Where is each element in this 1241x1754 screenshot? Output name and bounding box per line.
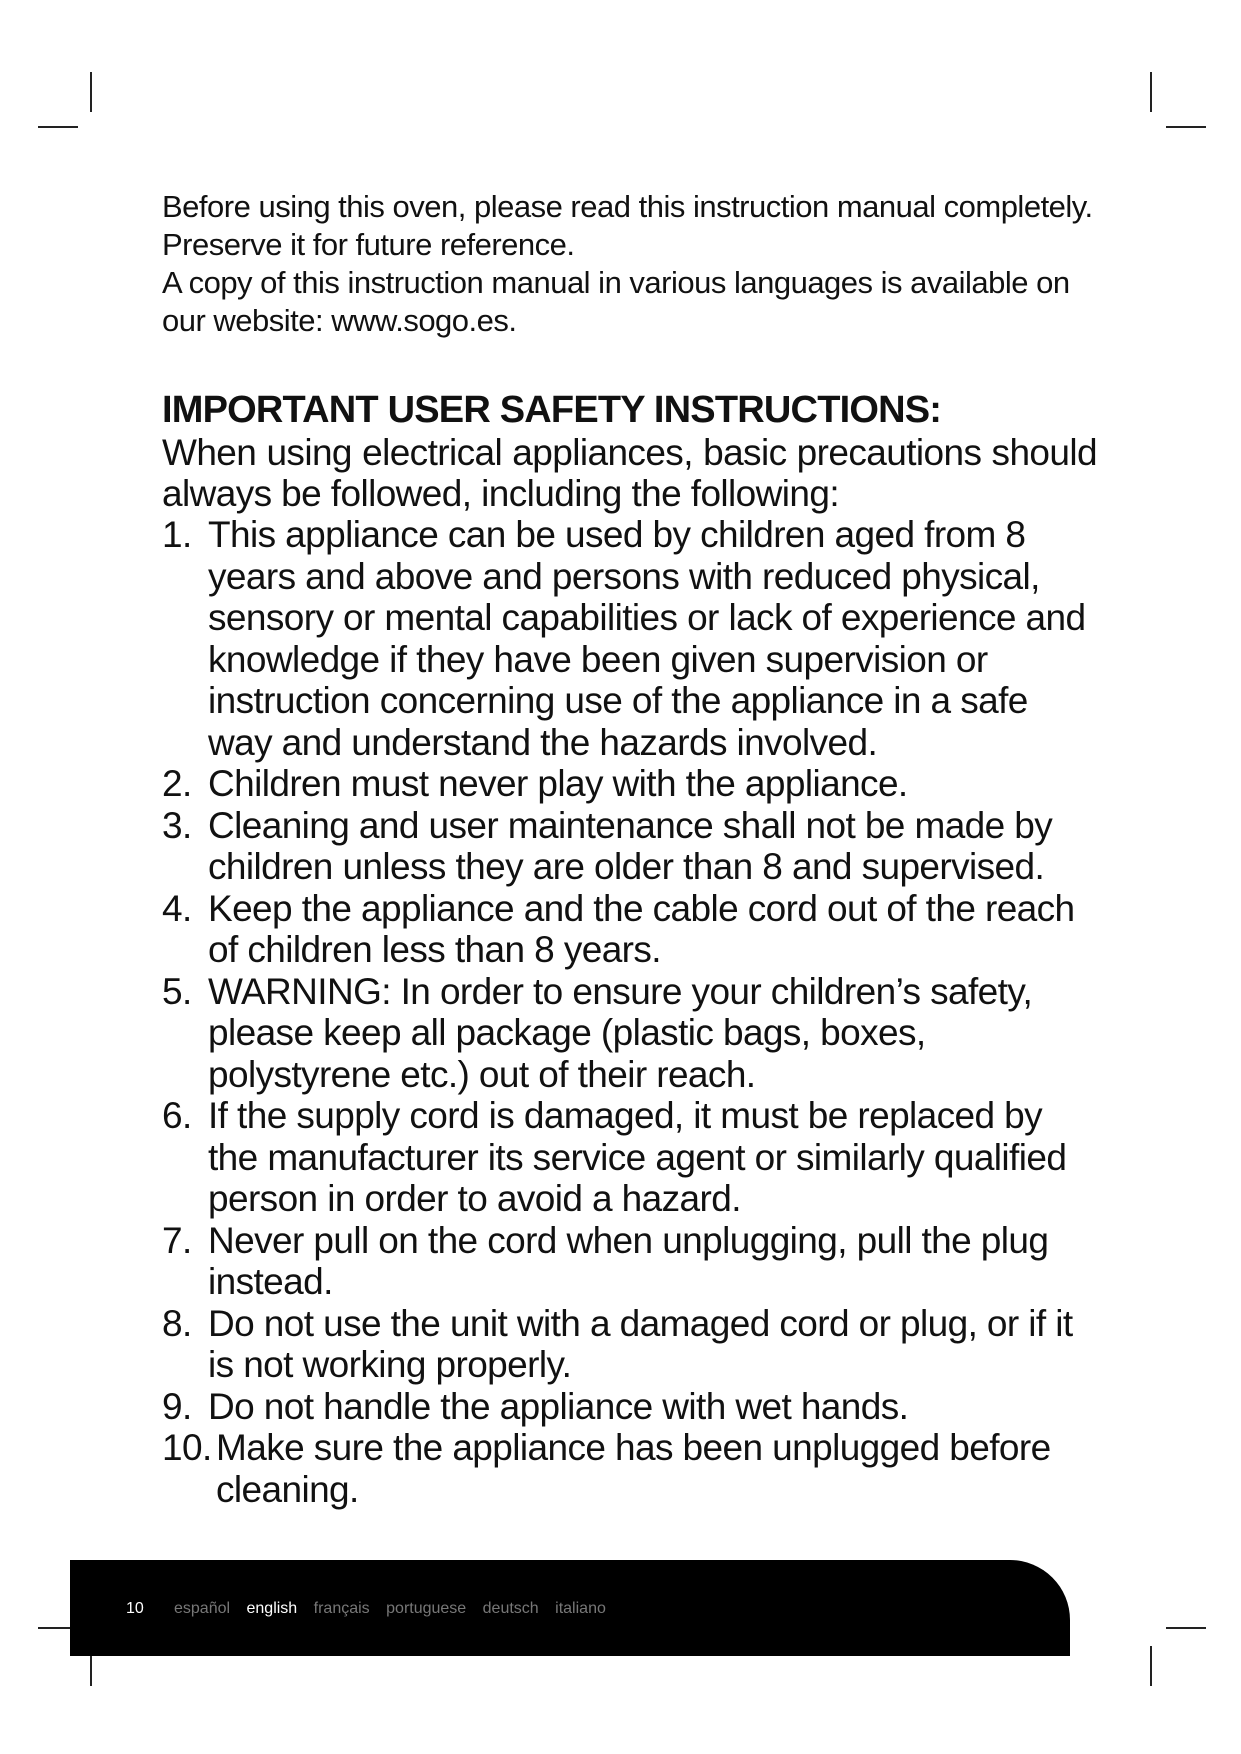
intro-website: A copy of this instruction manual in various languages is available on our website: www.sogo.es.	[162, 265, 1070, 338]
crop-mark-top-left-vertical	[90, 72, 92, 112]
crop-mark-top-right-horizontal	[1166, 126, 1206, 128]
list-item-text: Children must never play with the appliance.	[208, 763, 908, 804]
list-item	[162, 1427, 1097, 1510]
list-item-number: 9.	[162, 1385, 192, 1427]
list-item	[162, 1220, 1097, 1303]
list-item-number: 7.	[162, 1219, 192, 1261]
list-item-text: Never pull on the cord when unplugging, pull the plug instead.	[208, 1219, 1049, 1302]
safety-lead: When using electrical appliances, basic precautions should always be followed, including the following:	[162, 432, 1097, 514]
intro-block	[162, 188, 1097, 340]
safety-heading: IMPORTANT USER SAFETY INSTRUCTIONS:	[162, 389, 942, 431]
language-list	[174, 1600, 618, 1618]
crop-mark-top-left-horizontal	[38, 126, 78, 128]
list-item	[162, 971, 1097, 1096]
list-item-number: 5.	[162, 970, 192, 1012]
list-item	[162, 1386, 1097, 1428]
list-item	[162, 514, 1097, 763]
crop-mark-bottom-right-vertical	[1150, 1646, 1152, 1686]
list-item-number: 3.	[162, 804, 192, 846]
safety-list	[162, 514, 1097, 1510]
crop-mark-bottom-right-horizontal	[1166, 1627, 1206, 1629]
list-item-text: This appliance can be used by children aged from 8 years and above and persons with reduced physical, sensory or mental capabilities or lack of experience and knowledge if they have been given supervision or instruction concerning use of the appliance in a safe way and understand the hazards involved.	[208, 514, 1086, 763]
intro-preserve: Preserve it for future reference.	[162, 227, 575, 262]
language-deutsch[interactable]: deutsch	[482, 1600, 539, 1617]
list-item	[162, 888, 1097, 971]
intro-read-manual: Before using this oven, please read this instruction manual completely.	[162, 189, 1093, 224]
list-item-number: 6.	[162, 1095, 192, 1136]
list-item-number: 1.	[162, 514, 192, 555]
list-item-number: 2.	[162, 763, 192, 804]
language-italiano[interactable]: italiano	[555, 1600, 606, 1617]
list-item-number: 10.	[162, 1427, 212, 1468]
list-item-text: Cleaning and user maintenance shall not be made by children unless they are older than 8 and supervised.	[208, 804, 1053, 887]
list-item	[162, 1095, 1097, 1220]
list-item-text: Do not use the unit with a damaged cord or plug, or if it is not working properly.	[208, 1302, 1073, 1385]
language-english[interactable]: english	[246, 1600, 298, 1617]
list-item-text: Keep the appliance and the cable cord out of the reach of children less than 8 years.	[208, 887, 1075, 970]
list-item-text: If the supply cord is damaged, it must be replaced by the manufacturer its service agent or similarly qualified person in order to avoid a hazard.	[208, 1095, 1067, 1219]
list-item	[162, 1303, 1097, 1386]
crop-mark-top-right-vertical	[1150, 72, 1152, 112]
list-item	[162, 805, 1097, 888]
footer-bar	[70, 1560, 1070, 1656]
list-item-text: Do not handle the appliance with wet hands.	[208, 1385, 909, 1427]
language-francais[interactable]: français	[313, 1600, 370, 1617]
list-item-text: Make sure the appliance has been unplugged before cleaning.	[216, 1427, 1051, 1510]
page-number: 10	[126, 1600, 144, 1617]
language-espanol[interactable]: español	[174, 1600, 231, 1617]
list-item-number: 8.	[162, 1302, 192, 1344]
list-item	[162, 763, 1097, 805]
language-portuguese[interactable]: portuguese	[386, 1600, 467, 1617]
list-item-number: 4.	[162, 887, 192, 929]
page-content	[162, 188, 1097, 1510]
list-item-text: WARNING: In order to ensure your children’s safety, please keep all package (plastic bags, boxes, polystyrene etc.) out of their reach.	[208, 970, 1033, 1095]
